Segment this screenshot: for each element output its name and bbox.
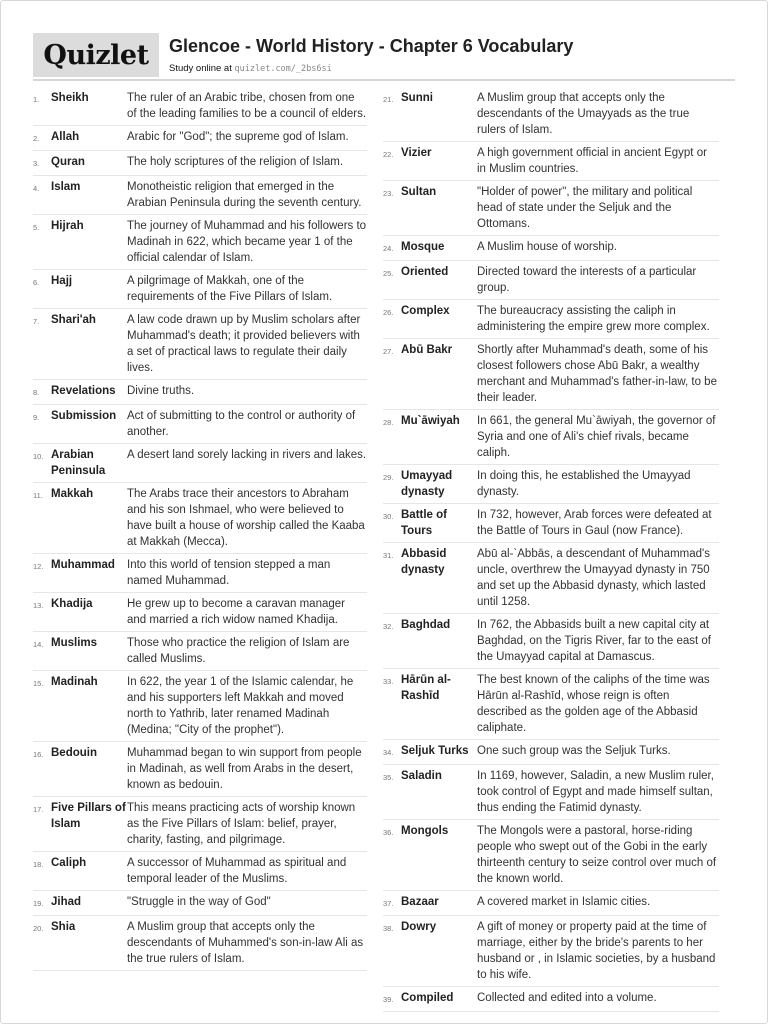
vocabulary-row [33, 270, 367, 309]
vocabulary-definition: Divine truths. [127, 385, 195, 397]
vocabulary-definition: A covered market in Islamic cities. [477, 896, 651, 908]
vocabulary-row [383, 142, 719, 181]
item-number: 13. [33, 601, 44, 610]
vocabulary-term: Madinah [51, 676, 98, 688]
vocabulary-term: Battle of Tours [401, 509, 447, 537]
study-online-label: Study online at [169, 63, 232, 74]
vocabulary-row [383, 987, 719, 1012]
vocabulary-row [383, 465, 719, 504]
item-number: 7. [33, 317, 40, 326]
item-number: 16. [33, 750, 44, 759]
item-number: 6. [33, 278, 40, 287]
vocabulary-row [33, 742, 367, 797]
item-number: 8. [33, 388, 40, 397]
vocabulary-definition: Directed toward the interests of a particular group. [477, 266, 697, 294]
item-number: 11. [33, 491, 43, 500]
vocabulary-definition: The Arabs trace their ancestors to Abraham and his son Ishmael, who were believed to have built a house of worship called the Kaaba at Makkah (Mecca). [127, 488, 365, 548]
vocabulary-definition: In 661, the general Mu`āwiyah, the governor of Syria and one of Ali's chief rivals, became caliph. [477, 415, 716, 459]
vocabulary-row [383, 891, 719, 916]
vocabulary-definition: The Mongols were a pastoral, horse-riding people who swept out of the Gobi in the early thirteenth century to seize control over much of the known world. [477, 825, 717, 885]
vocabulary-row [383, 916, 719, 987]
vocabulary-definition: In 622, the year 1 of the Islamic calendar, he and his supporters left Makkah and moved north to Yathrib, later renamed Madinah (Medina; "City of the prophet"). [127, 676, 354, 736]
vocabulary-row [383, 87, 719, 142]
vocabulary-definition: A law code drawn up by Muslim scholars after Muhammad's death; it provided believers with a set of practical laws to regulate their daily lives. [127, 314, 361, 374]
vocabulary-definition: "Struggle in the way of God" [127, 896, 271, 908]
vocabulary-row [33, 891, 367, 916]
item-number: 23. [383, 189, 394, 198]
item-number: 10. [33, 452, 44, 461]
vocabulary-term: Shari'ah [51, 314, 96, 326]
vocabulary-row [33, 126, 367, 151]
item-number: 5. [33, 223, 40, 232]
vocabulary-row [33, 797, 367, 852]
vocabulary-row [383, 410, 719, 465]
item-number: 21. [383, 95, 394, 104]
item-number: 9. [33, 413, 40, 422]
item-number: 29. [383, 473, 394, 482]
vocabulary-row [33, 483, 367, 554]
vocabulary-definition: In doing this, he established the Umayyad dynasty. [477, 470, 691, 498]
vocabulary-definition: This means practicing acts of worship known as the Five Pillars of Islam: belief, prayer, charity, fasting, and pilgrimage. [127, 802, 356, 846]
item-number: 20. [33, 924, 44, 933]
vocabulary-term: Caliph [51, 857, 87, 869]
vocabulary-term: Islam [51, 181, 81, 193]
item-number: 2. [33, 134, 40, 143]
vocabulary-term: Muhammad [51, 559, 115, 571]
item-number: 38. [383, 924, 394, 933]
quizlet-logo: Quizlet [33, 33, 159, 77]
vocabulary-definition: The journey of Muhammad and his followers to Madinah in 622, which became year 1 of the official calendar of Islam. [127, 220, 367, 264]
study-online-line [169, 63, 332, 74]
vocabulary-row [33, 151, 367, 176]
vocabulary-definition: Shortly after Muhammad's death, some of his closest followers chose Abū Bakr, a wealthy merchant and Muhammad's father-in-law, to be their leader. [477, 344, 717, 404]
vocabulary-definition: A Muslim house of worship. [477, 241, 617, 253]
vocabulary-term: Mu`āwiyah [401, 415, 460, 427]
vocabulary-term: Hijrah [51, 220, 84, 232]
item-number: 19. [33, 899, 44, 908]
vocabulary-row [33, 554, 367, 593]
vocabulary-term: Compiled [401, 992, 454, 1004]
vocabulary-term: Allah [51, 131, 80, 143]
vocabulary-term: Mongols [401, 825, 449, 837]
vocabulary-term: Sultan [401, 186, 437, 198]
vocabulary-row [33, 632, 367, 671]
vocabulary-term: Five Pillars of Islam [51, 802, 126, 830]
vocabulary-row [383, 236, 719, 261]
vocabulary-row [383, 339, 719, 410]
vocabulary-definition: Monotheistic religion that emerged in the Arabian Peninsula during the seventh century. [127, 181, 362, 209]
item-number: 34. [383, 748, 394, 757]
vocabulary-row [383, 504, 719, 543]
vocabulary-definition: The bureaucracy assisting the caliph in administering the empire grew more complex. [477, 305, 710, 333]
study-online-link[interactable]: quizlet.com/_2bs6si [234, 64, 332, 74]
item-number: 1. [33, 95, 40, 104]
vocabulary-column-right [383, 87, 719, 1012]
vocabulary-term: Abbasid dynasty [401, 548, 447, 576]
vocabulary-row [33, 176, 367, 215]
vocabulary-term: Khadija [51, 598, 93, 610]
vocabulary-definition: A high government official in ancient Egypt or in Muslim countries. [477, 147, 707, 175]
vocabulary-definition: A gift of money or property paid at the time of marriage, either by the bride's parents to her husband or , in Islamic societies, by a husband to his wife. [477, 921, 716, 981]
item-number: 17. [33, 805, 44, 814]
vocabulary-definition: A pilgrimage of Makkah, one of the requirements of the Five Pillars of Islam. [127, 275, 333, 303]
item-number: 14. [33, 640, 44, 649]
vocabulary-row [383, 669, 719, 740]
vocabulary-definition: A Muslim group that accepts only the descendants of Muhammed's son-in-law Ali as the true rulers of Islam. [127, 921, 364, 965]
vocabulary-definition: One such group was the Seljuk Turks. [477, 745, 671, 757]
vocabulary-term: Hajj [51, 275, 73, 287]
item-number: 4. [33, 184, 40, 193]
vocabulary-term: Sunni [401, 92, 433, 104]
vocabulary-definition: Muhammad began to win support from people in Madinah, as well from Arabs in the desert, known as bedouin. [127, 747, 362, 791]
vocabulary-definition: Arabic for "God"; the supreme god of Islam. [127, 131, 349, 143]
vocabulary-column-left [33, 87, 367, 971]
item-number: 35. [383, 773, 394, 782]
vocabulary-definition: Abū al-`Abbās, a descendant of Muhammad's uncle, overthrew the Umayyad dynasty in 750 and set up the Abbasid dynasty, which lasted until 1258. [477, 548, 710, 608]
item-number: 22. [383, 150, 394, 159]
vocabulary-definition: A desert land sorely lacking in rivers and lakes. [127, 449, 367, 461]
vocabulary-row [383, 740, 719, 765]
vocabulary-term: Baghdad [401, 619, 451, 631]
vocabulary-row [33, 309, 367, 380]
item-number: 15. [33, 679, 44, 688]
vocabulary-definition: "Holder of power", the military and political head of state under the Seljuk and the Ottomans. [477, 186, 693, 230]
vocabulary-definition: A Muslim group that accepts only the descendants of the Umayyads as the true rulers of Islam. [477, 92, 690, 136]
vocabulary-term: Bazaar [401, 896, 439, 908]
vocabulary-definition: In 762, the Abbasids built a new capital city at Baghdad, on the Tigris River, far to the east of the Umayyad capital at Damascus. [477, 619, 711, 663]
vocabulary-row [383, 765, 719, 820]
vocabulary-row [33, 380, 367, 405]
vocabulary-definition: Into this world of tension stepped a man named Muhammad. [127, 559, 331, 587]
vocabulary-row [33, 87, 367, 126]
vocabulary-term: Muslims [51, 637, 98, 649]
page-title: Glencoe - World History - Chapter 6 Vocabulary [169, 36, 574, 56]
vocabulary-row [383, 261, 719, 300]
vocabulary-term: Umayyad dynasty [401, 470, 453, 498]
item-number: 3. [33, 159, 40, 168]
vocabulary-row [383, 614, 719, 669]
vocabulary-term: Submission [51, 410, 117, 422]
vocabulary-definition: Collected and edited into a volume. [477, 992, 657, 1004]
page-header [33, 33, 735, 81]
vocabulary-term: Seljuk Turks [401, 745, 469, 757]
item-number: 18. [33, 860, 44, 869]
vocabulary-row [383, 181, 719, 236]
vocabulary-row [383, 300, 719, 339]
item-number: 28. [383, 418, 394, 427]
item-number: 32. [383, 622, 394, 631]
vocabulary-term: Oriented [401, 266, 449, 278]
vocabulary-row [33, 405, 367, 444]
item-number: 36. [383, 828, 394, 837]
vocabulary-row [383, 543, 719, 614]
item-number: 37. [383, 899, 394, 908]
vocabulary-definition: Those who practice the religion of Islam are called Muslims. [127, 637, 350, 665]
vocabulary-definition: In 1169, however, Saladin, a new Muslim ruler, took control of Egypt and made himself sultan, thus ending the Fatimid dynasty. [477, 770, 714, 814]
item-number: 25. [383, 269, 394, 278]
vocabulary-row [33, 444, 367, 483]
vocabulary-term: Revelations [51, 385, 116, 397]
vocabulary-term: Saladin [401, 770, 442, 782]
vocabulary-definition: The holy scriptures of the religion of Islam. [127, 156, 344, 168]
item-number: 39. [383, 995, 394, 1004]
item-number: 31. [383, 551, 394, 560]
vocabulary-definition: Act of submitting to the control or authority of another. [127, 410, 356, 438]
vocabulary-term: Complex [401, 305, 450, 317]
vocabulary-definition: In 732, however, Arab forces were defeated at the Battle of Tours in Gaul (now France). [477, 509, 712, 537]
vocabulary-definition: The best known of the caliphs of the time was Hārūn al-Rashīd, whose reign is often described as the golden age of the Abbasid caliphate. [477, 674, 710, 734]
vocabulary-definition: He grew up to become a caravan manager and married a rich widow named Khadija. [127, 598, 345, 626]
vocabulary-definition: The ruler of an Arabic tribe, chosen from one of the leading families to be a council of elders. [127, 92, 367, 120]
vocabulary-definition: A successor of Muhammad as spiritual and temporal leader of the Muslims. [127, 857, 347, 885]
vocabulary-term: Dowry [401, 921, 437, 933]
item-number: 27. [383, 347, 394, 356]
vocabulary-term: Mosque [401, 241, 445, 253]
vocabulary-term: Jihad [51, 896, 82, 908]
item-number: 12. [33, 562, 44, 571]
item-number: 30. [383, 512, 394, 521]
vocabulary-term: Hārūn al-Rashīd [401, 674, 451, 702]
vocabulary-row [33, 593, 367, 632]
vocabulary-row [33, 671, 367, 742]
item-number: 24. [383, 244, 394, 253]
vocabulary-row [33, 852, 367, 891]
item-number: 26. [383, 308, 394, 317]
vocabulary-term: Quran [51, 156, 85, 168]
vocabulary-term: Arabian Peninsula [51, 449, 106, 477]
vocabulary-term: Bedouin [51, 747, 97, 759]
vocabulary-term: Vizier [401, 147, 432, 159]
vocabulary-term: Sheikh [51, 92, 89, 104]
vocabulary-term: Shia [51, 921, 76, 933]
vocabulary-row [383, 820, 719, 891]
vocabulary-term: Makkah [51, 488, 94, 500]
vocabulary-row [33, 916, 367, 971]
item-number: 33. [383, 677, 394, 686]
vocabulary-row [33, 215, 367, 270]
vocabulary-term: Abū Bakr [401, 344, 453, 356]
